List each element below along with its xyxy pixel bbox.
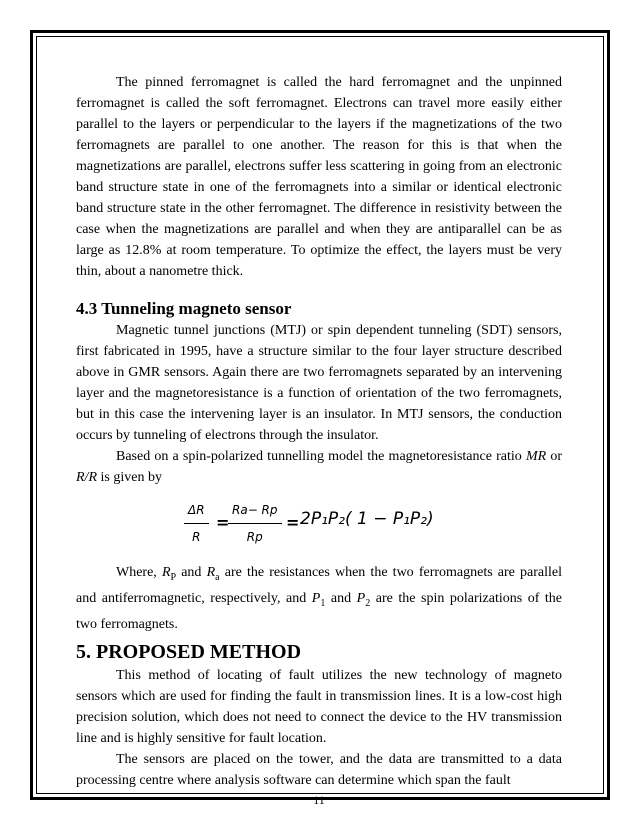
document-body xyxy=(76,72,562,791)
page-number: 11 xyxy=(313,793,325,807)
paragraph-method: This method of locating of fault utilizes the new technology of magneto sensors which are used for finding the fault in transmission lines. It is a low-cost high precision solution, which does not need to connect the device to the HV transmission line and is highly sensitive for fault location. xyxy=(76,667,562,746)
equation-rhs: 2P₁P₂( 1 − P₁P₂) xyxy=(300,509,434,529)
paragraph-mtj: Magnetic tunnel junctions (MTJ) or spin dependent tunneling (SDT) sensors, first fabricated in 1995, have a structure similar to the four layer structure described above in GMR sensors. Again there are two ferromagnets separated by an intervening layer and the magnetoresistance is a function of orientation of the two ferromagnets, but in this case the intervening layer is an insulator. In MTJ sensors, the conduction occurs by tunneling of electrons through the insulator. xyxy=(76,323,562,443)
paragraph-spin-model: Based on a spin-polarized tunnelling model the magnetoresistance ratio MR or R/R is given by xyxy=(76,449,563,485)
equation-equals: = xyxy=(216,513,230,532)
heading-proposed-method: 5. PROPOSED METHOD xyxy=(76,640,302,663)
equation-equals: = xyxy=(286,513,300,532)
equation-fraction-resistances: $\frac{Ra- Rp}{Rp}$ xyxy=(228,500,282,548)
paragraph-where: Where, $R_P$ and $R_a$ are the resistances when the two ferromagnets are parallel and antiferromagnetic, respectively, and $P_1$ and $P_2$ are the spin polarizations of the two ferromagnets. xyxy=(76,565,563,632)
heading-tunneling-sensor: 4.3 Tunneling magneto sensor xyxy=(76,299,292,318)
magnetoresistance-equation xyxy=(76,500,562,548)
equation-fraction-dr-r: $\frac{\Delta R}{R}$ xyxy=(184,500,209,548)
paragraph-ferromagnet: The pinned ferromagnet is called the hard ferromagnet and the unpinned ferromagnet is called the soft ferromagnet. Electrons can travel more easily either parallel to the layers or perpendicular to the layers if the magnetizations of the two ferromagnets are parallel to one another. The reason for this is that when the magnetizations are parallel, electrons suffer less scattering in going from an electronic band structure state in one of the ferromagnets into a similar or identical electronic band structure state in the other ferromagnet. The difference in resistivity between the case when the magnetizations are parallel and when they are antiparallel can be as large as 12.8% at room temperature. To optimize the effect, the layers must be very thin, about a nanometre thick. xyxy=(76,75,562,279)
paragraph-sensors: The sensors are placed on the tower, and the data are transmitted to a data processing centre where analysis software can determine which span the fault xyxy=(76,751,562,788)
